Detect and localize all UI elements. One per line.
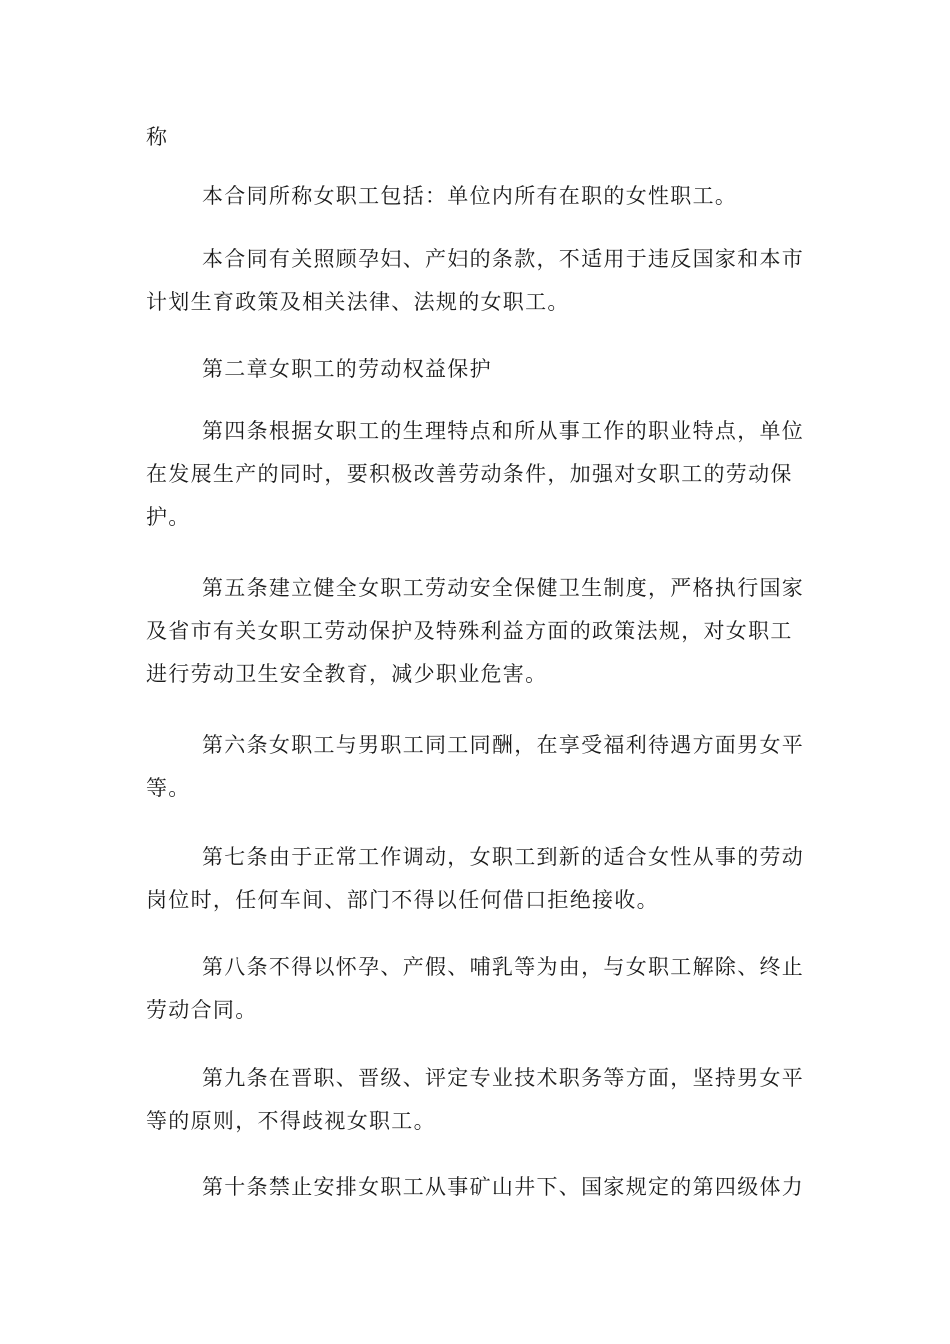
paragraph-care-clause-exception: 本合同有关照顾孕妇、产妇的条款，不适用于违反国家和本市计划生育政策及相关法律、法规的女职工。 [146,247,805,314]
article-8: 第八条不得以怀孕、产假、哺乳等为由，与女职工解除、终止劳动合同。 [146,955,805,1022]
article-4: 第四条根据女职工的生理特点和所从事工作的职业特点，单位在发展生产的同时，要积极改善劳动条件，加强对女职工的劳动保护。 [146,419,805,529]
article-6: 第六条女职工与男职工同工同酬，在享受福利待遇方面男女平等。 [146,733,805,800]
chapter-heading: 第二章女职工的劳动权益保护 [202,357,492,381]
paragraph-continuation: 称 [146,125,169,149]
article-9: 第九条在晋职、晋级、评定专业技术职务等方面，坚持男女平等的原则，不得歧视女职工。 [146,1066,805,1133]
article-7: 第七条由于正常工作调动，女职工到新的适合女性从事的劳动岗位时，任何车间、部门不得以任何借口拒绝接收。 [146,845,805,912]
article-5: 第五条建立健全女职工劳动安全保健卫生制度，严格执行国家及省市有关女职工劳动保护及特殊利益方面的政策法规，对女职工进行劳动卫生安全教育，减少职业危害。 [146,576,805,686]
article-10: 第十条禁止安排女职工从事矿山井下、国家规定的第四级体力 [202,1175,805,1199]
paragraph-scope-definition: 本合同所称女职工包括：单位内所有在职的女性职工。 [202,184,738,208]
